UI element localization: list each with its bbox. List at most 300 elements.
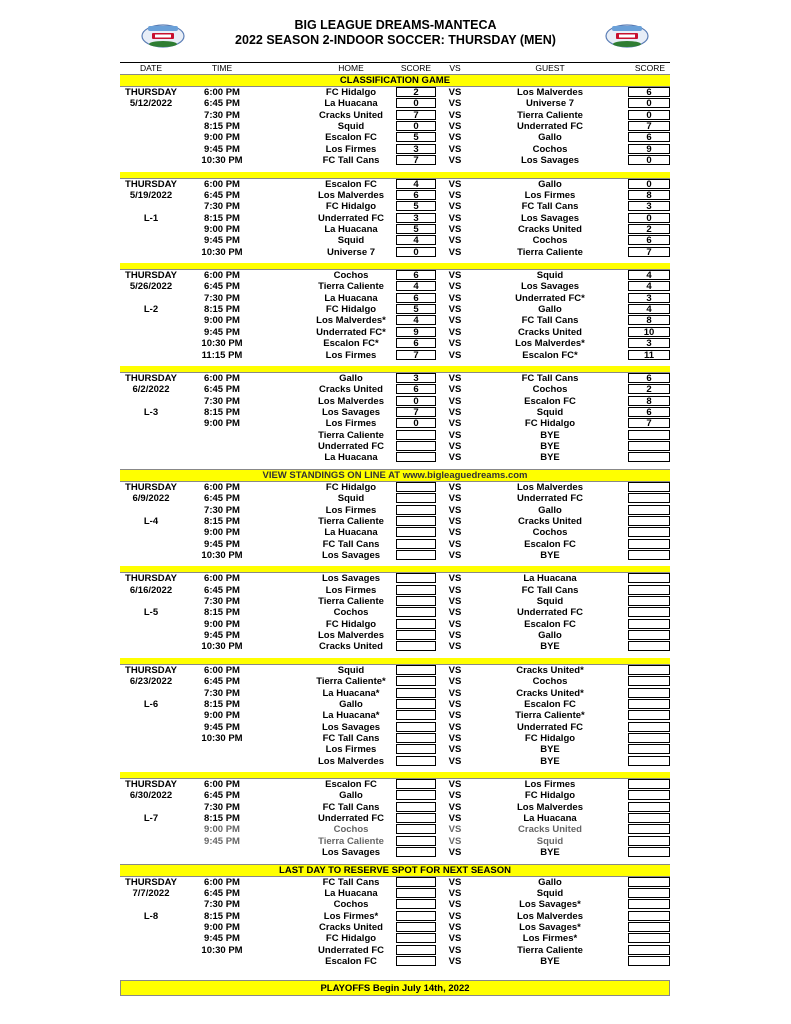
game-time: 7:30 PM	[204, 687, 240, 699]
vs-label: VS	[448, 847, 462, 859]
game-time: 7:30 PM	[204, 292, 240, 304]
page-title: BIG LEAGUE DREAMS-MANTECA	[294, 18, 497, 32]
table-row	[120, 350, 670, 361]
vs-label: VS	[448, 372, 462, 384]
game-time: 8:15 PM	[204, 698, 240, 710]
home-score: 6	[396, 293, 436, 303]
home-team: Los Savages	[321, 549, 381, 561]
guest-team: Cochos	[532, 143, 568, 155]
home-score: 6	[396, 190, 436, 200]
game-time: 7:30 PM	[204, 201, 240, 213]
home-score: 3	[396, 144, 436, 154]
home-team: Cracks United	[319, 641, 383, 653]
home-team: Los Savages	[321, 721, 381, 733]
home-team: Tierra Caliente	[318, 429, 384, 441]
home-score	[396, 630, 436, 640]
guest-team: BYE	[540, 956, 560, 968]
game-time: 6:45 PM	[204, 676, 240, 688]
home-team: Squid	[337, 235, 365, 247]
game-time: 6:45 PM	[204, 98, 240, 110]
home-team: FC Tall Cans	[322, 155, 380, 167]
home-score: 5	[396, 304, 436, 314]
guest-team: Los Malverdes	[517, 910, 583, 922]
table-row	[120, 911, 670, 922]
home-team: Universe 7	[326, 246, 376, 258]
table-row	[120, 527, 670, 538]
big-league-dreams-logo-icon	[604, 20, 650, 50]
home-team: Gallo	[339, 698, 363, 710]
guest-score: 6	[628, 235, 670, 245]
guest-team: BYE	[540, 549, 560, 561]
vs-label: VS	[448, 887, 462, 899]
vs-label: VS	[448, 755, 462, 767]
table-row	[120, 933, 670, 944]
guest-team: Los Savages	[520, 155, 580, 167]
guest-score	[628, 676, 670, 686]
week-banner: CLASSIFICATION GAME	[120, 74, 670, 87]
table-row	[120, 956, 670, 967]
home-team: Los Malverdes	[318, 755, 384, 767]
home-team: Los Firmes	[325, 584, 377, 596]
home-score	[396, 756, 436, 766]
guest-team: Underrated FC*	[515, 292, 585, 304]
guest-score	[628, 573, 670, 583]
big-league-dreams-logo-icon	[140, 20, 186, 50]
date-day: THURSDAY	[125, 87, 177, 98]
vs-label: VS	[448, 384, 462, 396]
guest-team: Tierra Caliente	[517, 109, 583, 121]
vs-label: VS	[448, 527, 462, 539]
guest-team: Los Malverdes	[517, 801, 583, 813]
game-time: 6:00 PM	[204, 87, 240, 98]
vs-label: VS	[448, 212, 462, 224]
table-row	[120, 539, 670, 550]
table-row	[120, 482, 670, 493]
vs-label: VS	[448, 201, 462, 213]
home-score: 6	[396, 338, 436, 348]
home-team: FC Tall Cans	[322, 538, 380, 550]
guest-team: Gallo	[538, 504, 562, 516]
standings-link-banner[interactable]: VIEW STANDINGS ON LINE AT www.bigleaguedreams.com	[120, 469, 670, 482]
guest-team: Squid	[536, 406, 564, 418]
game-time: 9:45 PM	[204, 235, 240, 247]
guest-team: Cochos	[532, 676, 568, 688]
table-row	[120, 945, 670, 956]
date-value: 6/23/2022	[129, 676, 173, 688]
game-time: 9:45 PM	[204, 933, 240, 945]
table-row	[120, 213, 670, 224]
home-score: 5	[396, 201, 436, 211]
home-team: Tierra Caliente	[318, 596, 384, 608]
home-team: La Huacana*	[322, 687, 380, 699]
date-value: 5/19/2022	[129, 189, 173, 201]
vs-label: VS	[448, 223, 462, 235]
guest-score	[628, 836, 670, 846]
home-team: La Huacana	[324, 223, 378, 235]
game-time: 6:00 PM	[204, 372, 240, 384]
guest-score: 3	[628, 201, 670, 211]
home-score	[396, 813, 436, 823]
home-team: Los Malverdes	[318, 395, 384, 407]
guest-score	[628, 922, 670, 932]
guest-score	[628, 744, 670, 754]
home-team: La Huacana	[324, 527, 378, 539]
table-row	[120, 710, 670, 721]
vs-label: VS	[448, 406, 462, 418]
home-team: Escalon FC	[325, 956, 377, 968]
table-row	[120, 516, 670, 527]
guest-score	[628, 430, 670, 440]
date-value: 6/9/2022	[132, 493, 170, 505]
home-team: Tierra Caliente*	[316, 676, 386, 688]
week-separator	[120, 172, 670, 179]
table-row	[120, 441, 670, 452]
weeks-container	[120, 74, 670, 967]
vs-label: VS	[448, 235, 462, 247]
game-time: 6:00 PM	[204, 270, 240, 282]
vs-label: VS	[448, 813, 462, 825]
guest-score	[628, 516, 670, 526]
home-score: 5	[396, 132, 436, 142]
table-row	[120, 888, 670, 899]
home-score: 0	[396, 98, 436, 108]
home-team: La Huacana*	[322, 710, 380, 722]
home-score	[396, 877, 436, 887]
guest-team: Cracks United	[518, 223, 582, 235]
vs-label: VS	[448, 452, 462, 464]
home-team: Los Malverdes	[318, 189, 384, 201]
guest-team: Escalon FC	[524, 618, 576, 630]
game-time: 6:45 PM	[204, 189, 240, 201]
guest-score: 8	[628, 315, 670, 325]
home-score: 3	[396, 213, 436, 223]
home-score	[396, 676, 436, 686]
home-score	[396, 899, 436, 909]
home-score: 7	[396, 407, 436, 417]
vs-label: VS	[448, 933, 462, 945]
vs-label: VS	[448, 292, 462, 304]
game-time: 9:00 PM	[204, 418, 240, 430]
guest-team: Cracks United	[518, 326, 582, 338]
home-score: 4	[396, 235, 436, 245]
home-team: Underrated FC*	[316, 326, 386, 338]
guest-score	[628, 452, 670, 462]
guest-score: 8	[628, 190, 670, 200]
home-team: Cochos	[333, 899, 369, 911]
vs-label: VS	[448, 98, 462, 110]
home-score: 0	[396, 121, 436, 131]
table-row	[120, 247, 670, 258]
table-row	[120, 630, 670, 641]
date-day: THURSDAY	[125, 178, 177, 190]
table-row	[120, 585, 670, 596]
home-team: Cochos	[333, 607, 369, 619]
table-row	[120, 155, 670, 166]
week-label: L-1	[143, 212, 159, 224]
game-time: 9:00 PM	[204, 527, 240, 539]
home-team: Escalon FC	[325, 178, 377, 190]
game-time: 9:00 PM	[204, 223, 240, 235]
home-score	[396, 573, 436, 583]
vs-label: VS	[448, 493, 462, 505]
game-time: 6:45 PM	[204, 584, 240, 596]
guest-team: Escalon FC	[524, 698, 576, 710]
guest-score: 11	[628, 350, 670, 360]
guest-score	[628, 933, 670, 943]
date-day: THURSDAY	[125, 372, 177, 384]
game-time: 9:00 PM	[204, 618, 240, 630]
vs-label: VS	[448, 710, 462, 722]
game-time: 8:15 PM	[204, 212, 240, 224]
home-team: Squid	[337, 664, 365, 676]
table-row	[120, 270, 670, 281]
guest-team: Cochos	[532, 527, 568, 539]
guest-team: Squid	[536, 887, 564, 899]
game-time: 6:45 PM	[204, 384, 240, 396]
game-time: 8:15 PM	[204, 515, 240, 527]
home-team: Los Savages	[321, 573, 381, 585]
home-score: 0	[396, 396, 436, 406]
game-time: 9:00 PM	[204, 922, 240, 933]
guest-team: BYE	[540, 441, 560, 453]
guest-team: Underrated FC	[517, 493, 583, 505]
game-time: 8:15 PM	[204, 121, 240, 133]
guest-score	[628, 733, 670, 743]
column-header-row	[120, 62, 670, 74]
home-team: Los Savages	[321, 406, 381, 418]
table-row	[120, 201, 670, 212]
home-score: 4	[396, 179, 436, 189]
home-team: La Huacana	[324, 292, 378, 304]
guest-score	[628, 877, 670, 887]
home-score: 6	[396, 270, 436, 280]
home-team: Squid	[337, 493, 365, 505]
vs-label: VS	[448, 143, 462, 155]
guest-team: Underrated FC	[517, 721, 583, 733]
guest-score	[628, 945, 670, 955]
guest-team: Universe 7	[525, 98, 575, 110]
home-team: Underrated FC	[318, 212, 384, 224]
home-score: 7	[396, 155, 436, 165]
guest-team: Gallo	[538, 132, 562, 144]
vs-label: VS	[448, 515, 462, 527]
table-row	[120, 877, 670, 888]
guest-score	[628, 899, 670, 909]
column-header-time: TIME	[211, 63, 233, 73]
table-row	[120, 384, 670, 395]
game-time: 7:30 PM	[204, 596, 240, 608]
home-score	[396, 888, 436, 898]
table-row	[120, 179, 670, 190]
vs-label: VS	[448, 824, 462, 836]
guest-team: Squid	[536, 835, 564, 847]
guest-score: 0	[628, 110, 670, 120]
game-time: 6:45 PM	[204, 790, 240, 802]
home-score	[396, 933, 436, 943]
vs-label: VS	[448, 584, 462, 596]
game-time: 10:30 PM	[201, 732, 243, 744]
vs-label: VS	[448, 189, 462, 201]
guest-team: FC Tall Cans	[521, 584, 579, 596]
home-team: FC Hidalgo	[325, 87, 377, 98]
home-score	[396, 641, 436, 651]
column-header-guest: GUEST	[535, 63, 565, 73]
table-row	[120, 676, 670, 687]
guest-score	[628, 779, 670, 789]
game-time: 9:45 PM	[204, 835, 240, 847]
vs-label: VS	[448, 641, 462, 653]
date-value: 5/26/2022	[129, 281, 173, 293]
home-team: Los Firmes	[325, 349, 377, 361]
game-time: 6:00 PM	[204, 178, 240, 190]
guest-score: 10	[628, 327, 670, 337]
guest-team: BYE	[540, 847, 560, 859]
home-score	[396, 802, 436, 812]
guest-team: Gallo	[538, 630, 562, 642]
home-score	[396, 922, 436, 932]
guest-score	[628, 482, 670, 492]
home-team: Los Firmes*	[323, 910, 379, 922]
guest-score	[628, 505, 670, 515]
week-banner: LAST DAY TO RESERVE SPOT FOR NEXT SEASON	[120, 864, 670, 877]
table-row	[120, 293, 670, 304]
guest-team: Squid	[536, 596, 564, 608]
table-row	[120, 641, 670, 652]
home-team: Gallo	[339, 372, 363, 384]
game-time: 10:30 PM	[201, 155, 243, 167]
table-row	[120, 619, 670, 630]
game-time: 6:00 PM	[204, 573, 240, 585]
guest-team: Cracks United*	[516, 664, 584, 676]
home-score	[396, 665, 436, 675]
guest-team: Gallo	[538, 304, 562, 316]
table-row	[120, 315, 670, 326]
home-score	[396, 779, 436, 789]
game-time: 8:15 PM	[204, 406, 240, 418]
home-score	[396, 790, 436, 800]
guest-score	[628, 665, 670, 675]
guest-team: La Huacana	[523, 573, 577, 585]
vs-label: VS	[448, 607, 462, 619]
guest-team: Underrated FC	[517, 607, 583, 619]
vs-label: VS	[448, 549, 462, 561]
home-team: FC Hidalgo	[325, 618, 377, 630]
table-row	[120, 144, 670, 155]
table-row	[120, 573, 670, 584]
home-score	[396, 911, 436, 921]
vs-label: VS	[448, 315, 462, 327]
game-time: 8:15 PM	[204, 607, 240, 619]
vs-label: VS	[448, 779, 462, 791]
vs-label: VS	[448, 687, 462, 699]
table-row	[120, 756, 670, 767]
guest-score	[628, 688, 670, 698]
table-row	[120, 281, 670, 292]
home-team: Cracks United	[319, 384, 383, 396]
home-team: Underrated FC	[318, 441, 384, 453]
home-score	[396, 688, 436, 698]
guest-team: Underrated FC	[517, 121, 583, 133]
home-score: 7	[396, 350, 436, 360]
guest-team: Los Malverdes*	[515, 338, 585, 350]
game-time: 9:00 PM	[204, 315, 240, 327]
home-team: La Huacana	[324, 887, 378, 899]
home-score	[396, 824, 436, 834]
home-team: Cochos	[333, 270, 369, 282]
table-row	[120, 813, 670, 824]
guest-team: Cochos	[532, 384, 568, 396]
vs-label: VS	[448, 109, 462, 121]
guest-team: FC Tall Cans	[521, 372, 579, 384]
home-score: 2	[396, 87, 436, 97]
table-row	[120, 836, 670, 847]
vs-label: VS	[448, 304, 462, 316]
guest-score: 0	[628, 179, 670, 189]
guest-score: 7	[628, 247, 670, 257]
game-time: 7:30 PM	[204, 899, 240, 911]
week-separator	[120, 263, 670, 270]
guest-score: 6	[628, 132, 670, 142]
guest-team: Cochos	[532, 235, 568, 247]
guest-team: Tierra Caliente	[517, 944, 583, 956]
home-team: Los Malverdes	[318, 630, 384, 642]
date-day: THURSDAY	[125, 876, 177, 888]
game-time: 8:15 PM	[204, 813, 240, 825]
guest-score	[628, 888, 670, 898]
table-row	[120, 430, 670, 441]
vs-label: VS	[448, 155, 462, 167]
table-row	[120, 190, 670, 201]
table-row	[120, 824, 670, 835]
table-row	[120, 327, 670, 338]
guest-score	[628, 619, 670, 629]
guest-team: Los Savages	[520, 281, 580, 293]
guest-score: 7	[628, 418, 670, 428]
guest-score	[628, 585, 670, 595]
guest-score: 6	[628, 373, 670, 383]
home-team: FC Hidalgo	[325, 481, 377, 493]
home-score	[396, 744, 436, 754]
game-time: 8:15 PM	[204, 304, 240, 316]
home-score	[396, 452, 436, 462]
guest-score: 3	[628, 293, 670, 303]
date-day: THURSDAY	[125, 270, 177, 282]
vs-label: VS	[448, 429, 462, 441]
guest-team: Squid	[536, 270, 564, 282]
game-time: 9:45 PM	[204, 630, 240, 642]
guest-score	[628, 641, 670, 651]
home-score: 7	[396, 110, 436, 120]
game-time: 10:30 PM	[201, 246, 243, 258]
week-separator	[120, 566, 670, 573]
table-row	[120, 847, 670, 858]
home-team: La Huacana	[324, 452, 378, 464]
week-separator	[120, 366, 670, 373]
vs-label: VS	[448, 338, 462, 350]
guest-team: Los Firmes	[524, 189, 576, 201]
table-row	[120, 596, 670, 607]
date-value: 7/7/2022	[132, 887, 170, 899]
table-row	[120, 922, 670, 933]
table-row	[120, 235, 670, 246]
table-row	[120, 98, 670, 109]
game-time: 10:30 PM	[201, 549, 243, 561]
guest-team: Los Firmes	[524, 779, 576, 791]
home-team: Tierra Caliente	[318, 835, 384, 847]
vs-label: VS	[448, 899, 462, 911]
vs-label: VS	[448, 349, 462, 361]
home-score	[396, 956, 436, 966]
